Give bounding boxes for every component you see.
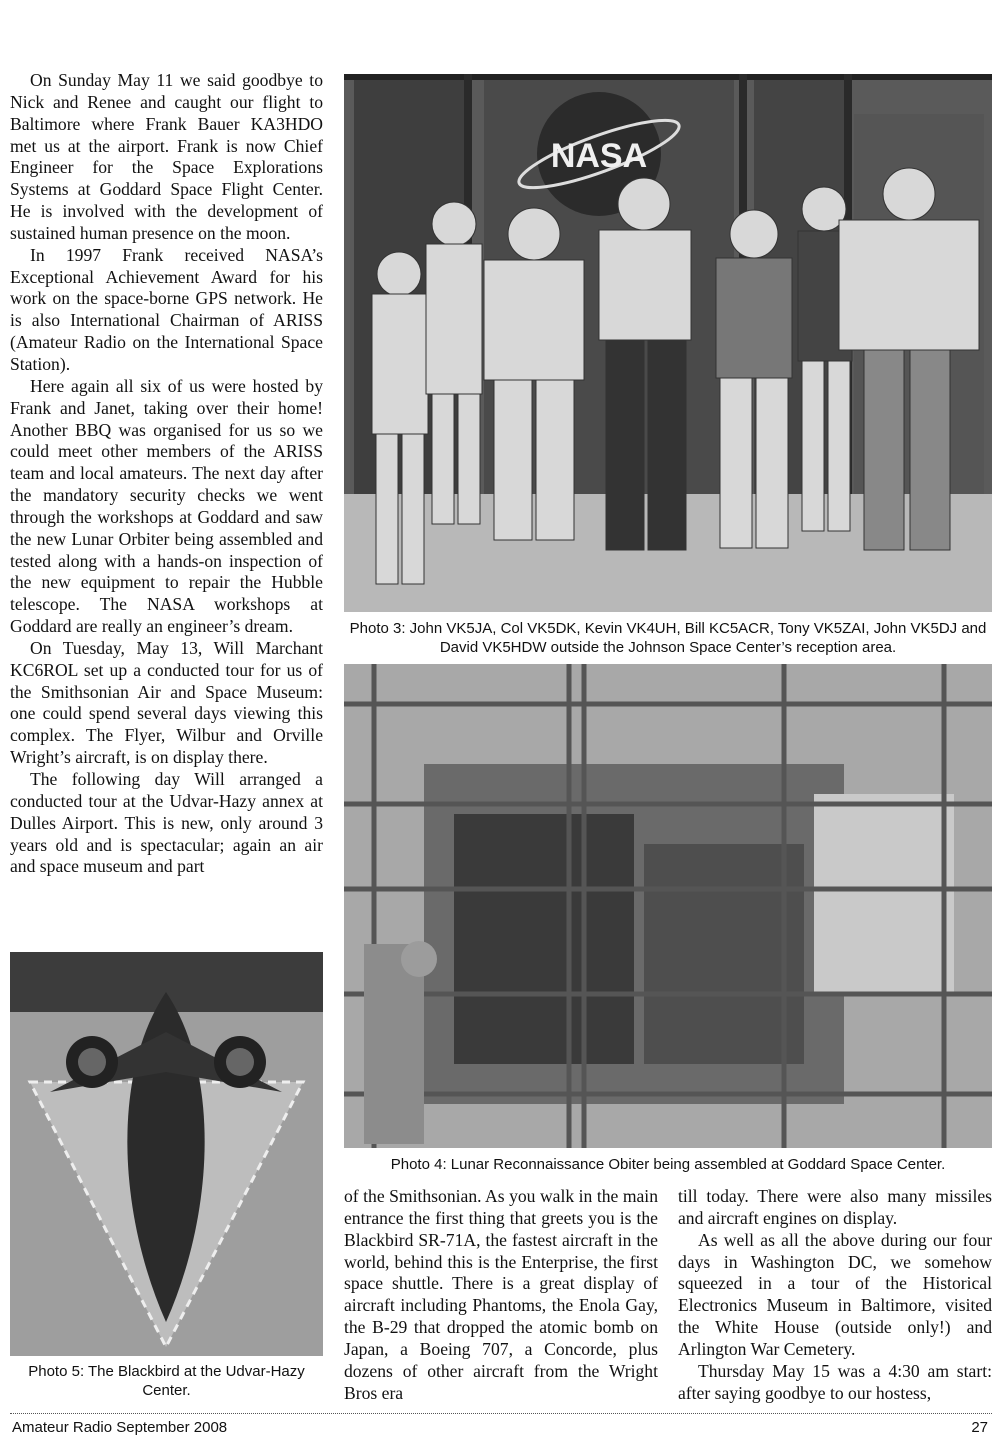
page-number: 27 (971, 1419, 988, 1436)
left-column-text (10, 70, 323, 878)
paragraph-thursday: Thursday May 15 was a 4:30 am start: after saying goodbye to our hostess, (678, 1360, 992, 1403)
paragraph-washington: As well as all the above during our four days in Washington DC, we somehow squeezed in a tour of the Historical Electronics Museum in Baltimore, visited the White House (outside only!) and Arlington War Cemetery. (678, 1229, 992, 1359)
paragraph-smithsonian-tour: On Tuesday, May 13, Will Marchant KC6ROL set up a conducted tour for us of the Smithsonian Air and Space Museum: one could spend several days viewing this complex. The Flyer, Wilbur and Orville Wright’s aircraft, is on display there. (10, 637, 323, 768)
paragraph-smithsonian-continued: of the Smithsonian. As you walk in the main entrance the first thing that greets you is the Blackbird SR-71A, the fastest aircraft in the world, behind this is the Enterprise, the first space shuttle. There is a great display of aircraft including Phantoms, the Enola Gay, the B-29 that dropped the atomic bomb on Japan, a Boeing 707, a Concorde, plus dozens of other aircraft from the Wright Bros era (344, 1186, 658, 1403)
photo-4-lunar-orbiter (344, 664, 992, 1148)
right-column-text (678, 1186, 992, 1404)
photo-4-image (344, 664, 992, 1148)
photo-5-blackbird (10, 952, 323, 1356)
paragraph-goddard-visit: Here again all six of us were hosted by Frank and Janet, taking over their home! Another BBQ was organised for us so we could meet other members of the ARISS team and local amateurs. The next day after the mandatory security checks we went through the workshops at Goddard and saw the new Lunar Orbiter being assembled and tested along with a hands-on inspection of the new equipment to repair the Hubble telescope. The NASA workshops at Goddard are really an engineer’s dream. (10, 375, 323, 637)
paragraph-frank-bauer: On Sunday May 11 we said goodbye to Nick and Renee and caught our flight to Baltimore where Frank Bauer KA3HDO met us at the airport. Frank is now Chief Engineer for the Space Explorations Systems at Goddard Space Flight Center. He is involved with the development of sustained human presence on the moon. (10, 70, 323, 243)
photo-3-group-at-nasa (344, 74, 992, 612)
photo-3-image (344, 74, 992, 612)
photo-5-caption: Photo 5: The Blackbird at the Udvar-Hazy Center. (28, 1363, 305, 1399)
photo-4-caption: Photo 4: Lunar Reconnaissance Obiter being assembled at Goddard Space Center. (390, 1156, 946, 1173)
paragraph-udvar-hazy: The following day Will arranged a conducted tour at the Udvar-Hazy annex at Dulles Airport. This is new, only around 3 years old and is spectacular; again an air and space museum and part (10, 769, 323, 877)
footer-divider (10, 1413, 992, 1414)
paragraph-missiles: till today. There were also many missiles and aircraft engines on display. (678, 1186, 992, 1228)
photo-5-image (10, 952, 323, 1356)
photo-3-caption: Photo 3: John VK5JA, Col VK5DK, Kevin VK4UH, Bill KC5ACR, Tony VK5ZAI, John VK5DJ and David VK5HDW outside the Johnson Space Center’s reception area. (349, 620, 987, 656)
nasa-sign-text: NASA (550, 137, 648, 175)
footer-publication: Amateur Radio September 2008 (12, 1419, 228, 1436)
paragraph-nasa-award: In 1997 Frank received NASA’s Exceptional Achievement Award for his work on the space-borne GPS network. He is also International Chairman of ARISS (Amateur Radio on the International Space Station). (10, 244, 323, 374)
middle-column-text (344, 1186, 658, 1404)
